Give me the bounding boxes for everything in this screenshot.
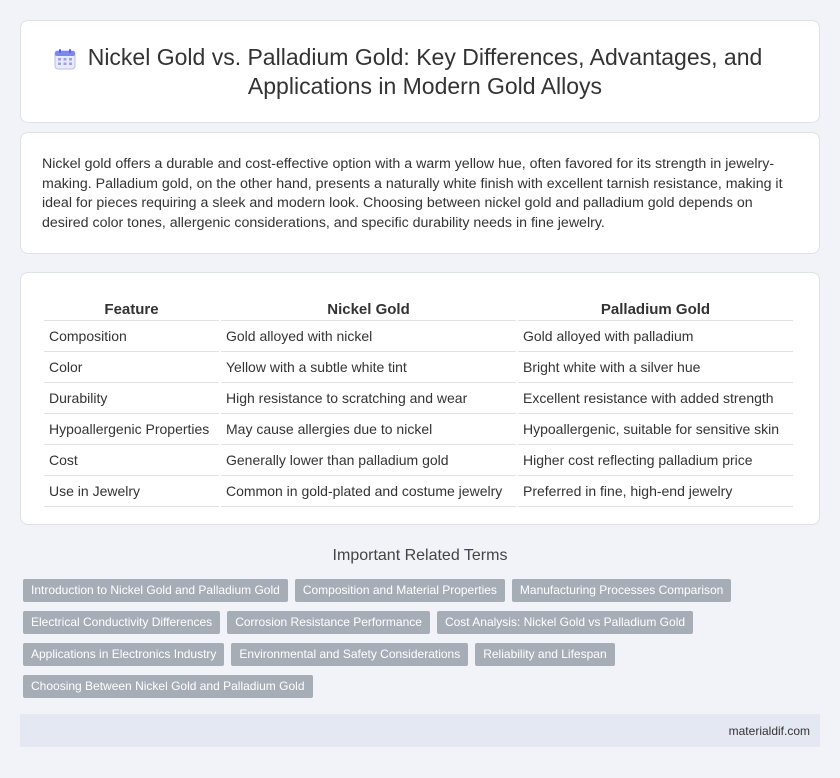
table-header-row	[44, 297, 793, 321]
related-terms-list	[23, 579, 813, 698]
related-term-tag[interactable]: Electrical Conductivity Differences	[23, 611, 220, 634]
related-term-tag[interactable]: Corrosion Resistance Performance	[227, 611, 430, 634]
related-term-tag[interactable]: Reliability and Lifespan	[475, 643, 614, 666]
table-cell: Gold alloyed with nickel	[221, 321, 516, 352]
table-cell: Durability	[44, 383, 219, 414]
table-cell: High resistance to scratching and wear	[221, 383, 516, 414]
related-terms-heading: Important Related Terms	[332, 547, 508, 564]
table-cell: Excellent resistance with added strength	[518, 383, 793, 414]
table-row	[44, 414, 793, 445]
page-title: Nickel Gold vs. Palladium Gold: Key Differences, Advantages, and Applications in Modern Gold Alloys	[87, 44, 763, 99]
table-cell: Yellow with a subtle white tint	[221, 352, 516, 383]
table-cell: Bright white with a silver hue	[518, 352, 793, 383]
table-cell: Cost	[44, 445, 219, 476]
table-cell: Preferred in fine, high-end jewelry	[518, 476, 793, 507]
related-term-tag[interactable]: Introduction to Nickel Gold and Palladium Gold	[23, 579, 288, 602]
column-header-nickel-gold: Nickel Gold	[221, 297, 516, 321]
table-cell: Hypoallergenic Properties	[44, 414, 219, 445]
table-cell: May cause allergies due to nickel	[221, 414, 516, 445]
table-cell: Gold alloyed with palladium	[518, 321, 793, 352]
table-cell: Common in gold-plated and costume jewelry	[221, 476, 516, 507]
column-header-feature: Feature	[44, 297, 219, 321]
table-row	[44, 476, 793, 507]
table-row	[44, 352, 793, 383]
related-term-tag[interactable]: Choosing Between Nickel Gold and Palladium Gold	[23, 675, 313, 698]
intro-paragraph: Nickel gold offers a durable and cost-effective option with a warm yellow hue, often favored for its strength in jewelry-making. Palladium gold, on the other hand, presents a naturally white finish with excellent tarnish resistance, making it ideal for pieces requiring a sleek and modern look. Choosing between nickel gold and palladium gold depends on desired color tones, allergenic considerations, and specific durability needs in fine jewelry.	[42, 156, 783, 231]
header-card	[20, 20, 820, 123]
footer-site-name[interactable]: materialdif.com	[728, 724, 810, 738]
table-row	[44, 383, 793, 414]
table-row	[44, 445, 793, 476]
table-cell: Generally lower than palladium gold	[221, 445, 516, 476]
related-term-tag[interactable]: Cost Analysis: Nickel Gold vs Palladium Gold	[437, 611, 693, 634]
table-cell: Composition	[44, 321, 219, 352]
table-cell: Higher cost reflecting palladium price	[518, 445, 793, 476]
comparison-card	[20, 272, 820, 525]
related-term-tag[interactable]: Environmental and Safety Considerations	[231, 643, 468, 666]
column-header-palladium-gold: Palladium Gold	[518, 297, 793, 321]
table-cell: Use in Jewelry	[44, 476, 219, 507]
related-term-tag[interactable]: Applications in Electronics Industry	[23, 643, 224, 666]
intro-card	[20, 132, 820, 254]
table-row	[44, 321, 793, 352]
table-cell: Color	[44, 352, 219, 383]
comparison-table	[42, 297, 795, 507]
related-term-tag[interactable]: Composition and Material Properties	[295, 579, 505, 602]
footer-bar	[20, 714, 820, 747]
related-term-tag[interactable]: Manufacturing Processes Comparison	[512, 579, 731, 602]
table-cell: Hypoallergenic, suitable for sensitive skin	[518, 414, 793, 445]
